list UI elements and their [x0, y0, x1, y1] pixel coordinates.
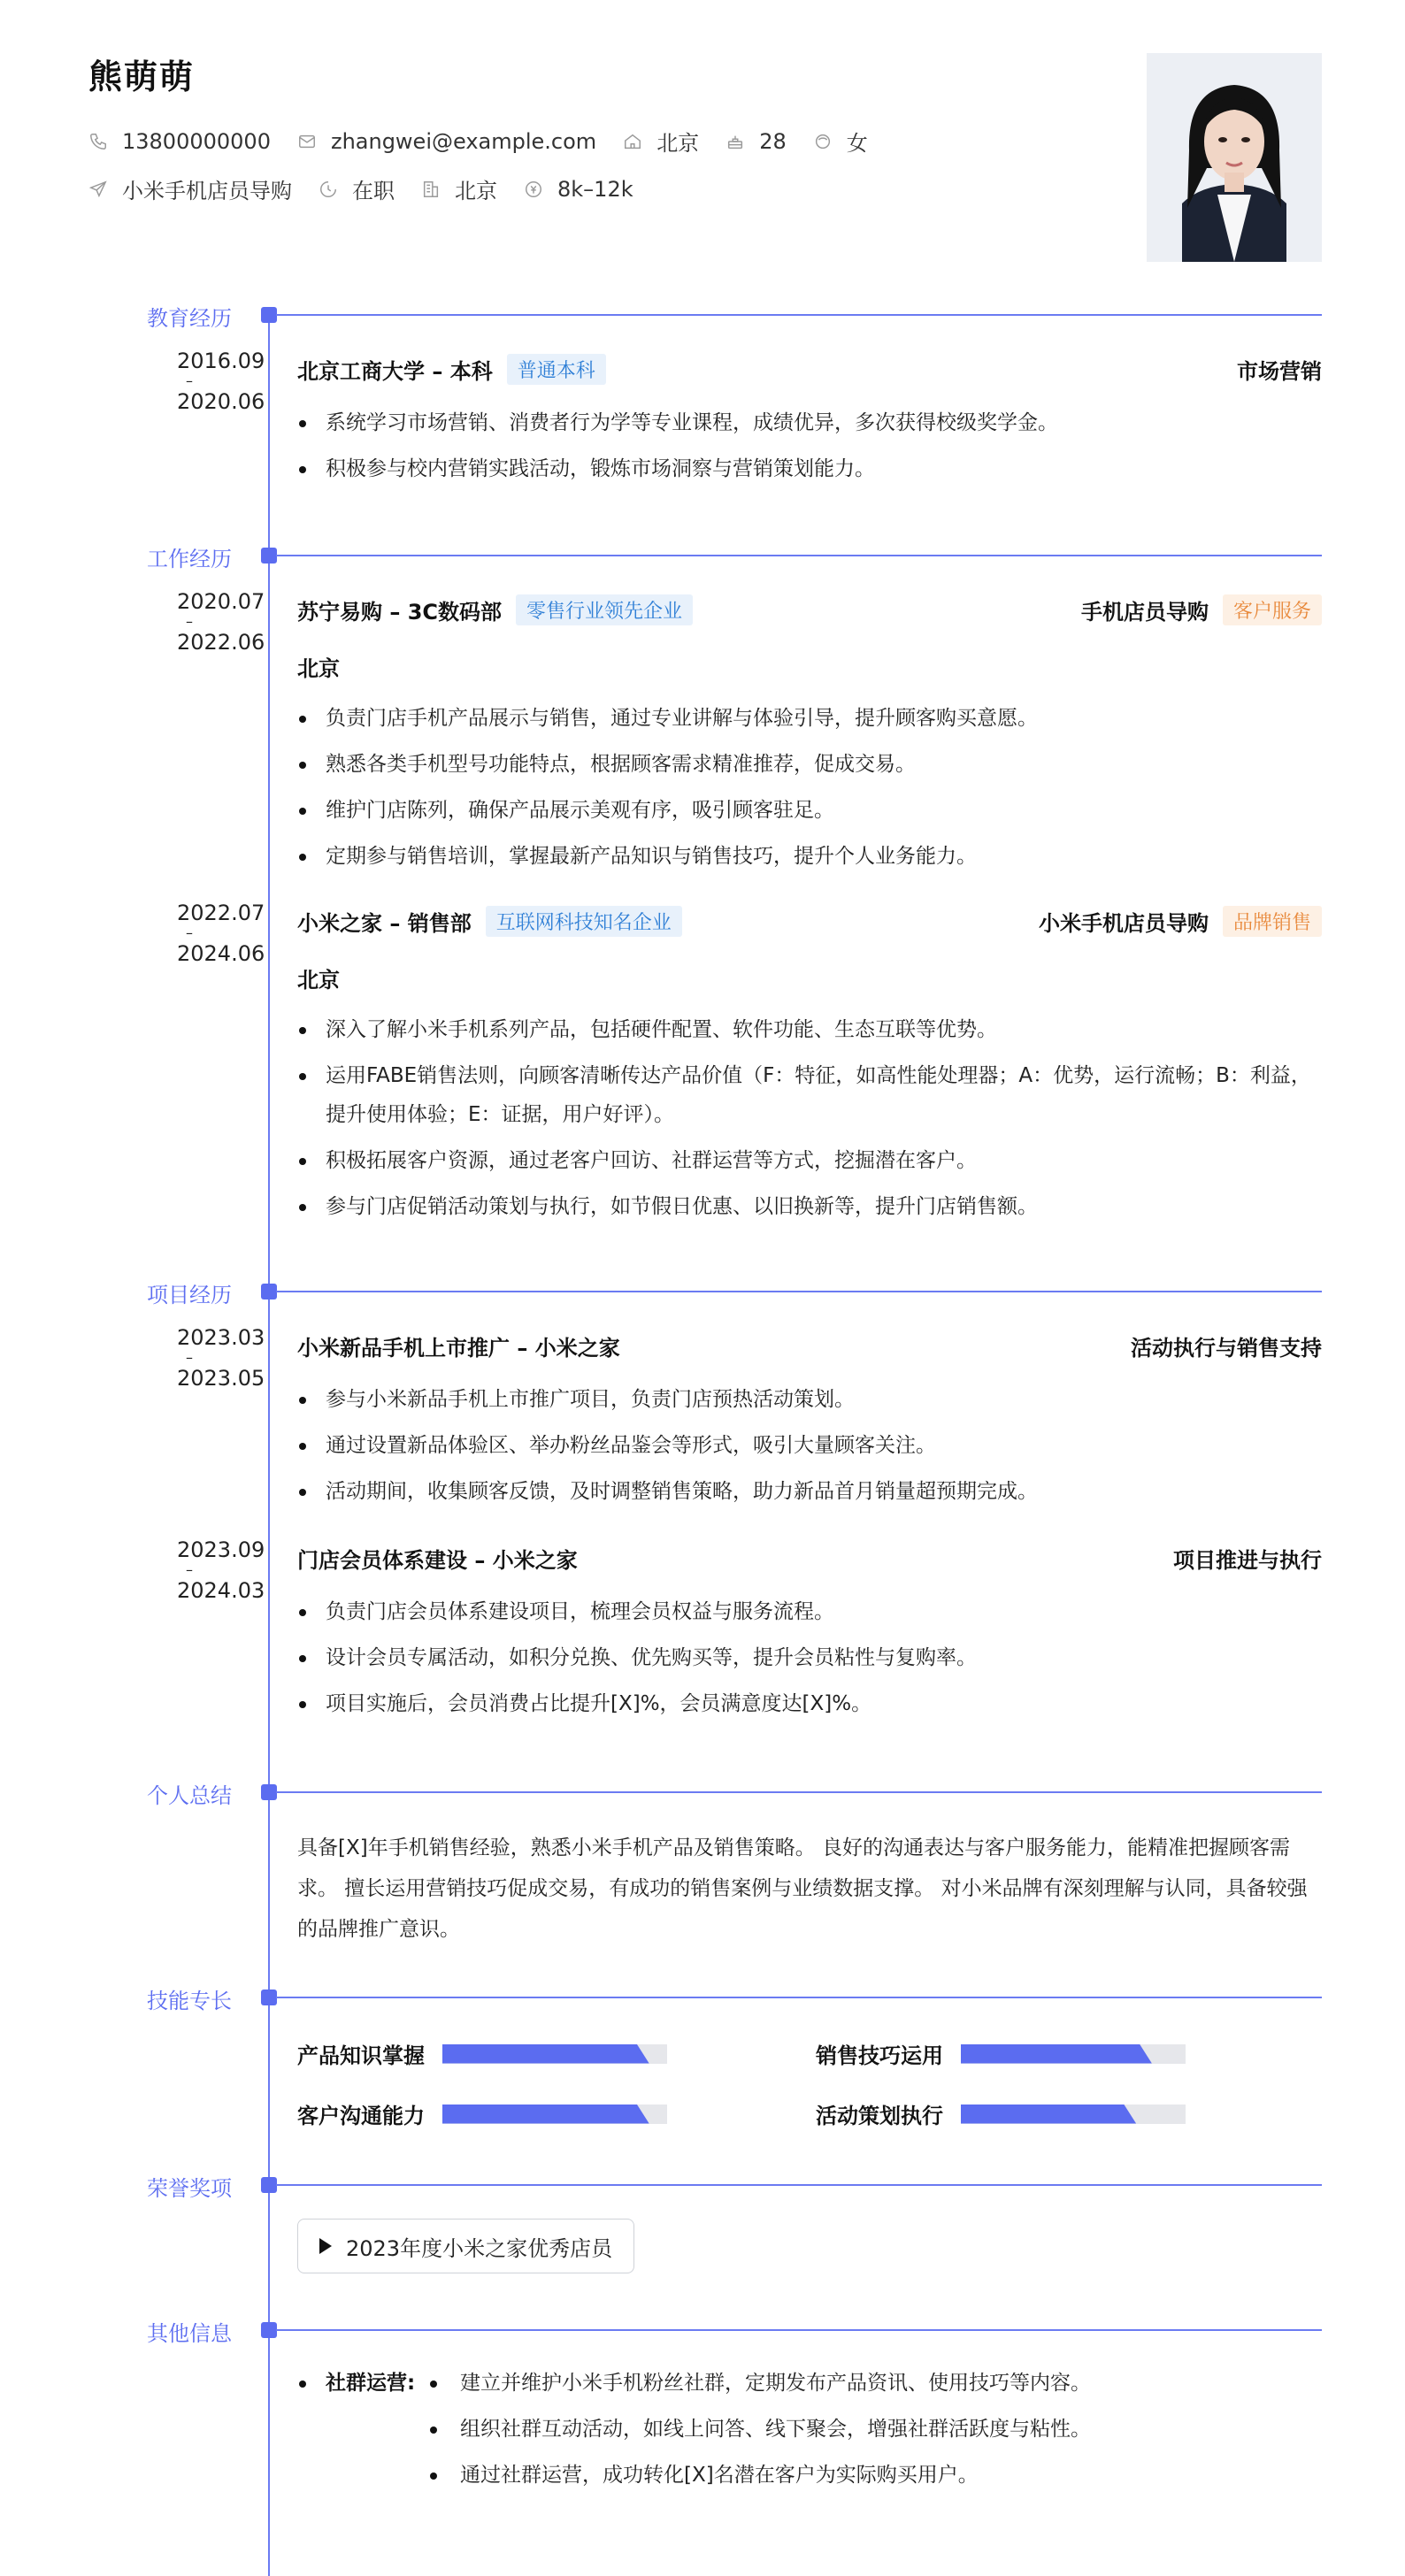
- skill-name: 产品知识掌握: [297, 2043, 425, 2068]
- status-icon: [319, 180, 338, 199]
- section-divider: [276, 1997, 1322, 1998]
- send-icon: [88, 180, 108, 199]
- company-name: 小米之家 – 销售部: [297, 911, 472, 936]
- email-text: zhangwei@example.com: [330, 128, 597, 154]
- section-divider: [276, 2184, 1322, 2186]
- salary-text: 8k–12k: [557, 176, 633, 202]
- project-title: 门店会员体系建设 – 小米之家: [297, 1548, 578, 1573]
- honor-item: [297, 2219, 634, 2273]
- timeline-line: [268, 315, 270, 2576]
- section-title-honors: 荣誉奖项: [147, 2176, 232, 2201]
- other-label: 社群运营:: [297, 2364, 415, 2403]
- list-item: 参与门店促销活动策划与执行，如节假日优惠、以旧换新等，提升门店销售额。: [297, 1187, 1324, 1226]
- section-divider: [276, 314, 1322, 316]
- phone-icon: [88, 132, 108, 151]
- section-divider: [276, 2329, 1322, 2331]
- skill-name: 活动策划执行: [816, 2104, 943, 2128]
- home-text: 北京: [656, 131, 700, 156]
- age-icon: [726, 132, 745, 151]
- work-date: 2022.07 – 2024.06: [177, 901, 265, 966]
- work-date: 2020.07 – 2022.06: [177, 589, 265, 655]
- section-title-other: 其他信息: [147, 2321, 232, 2346]
- section-title-summary: 个人总结: [147, 1783, 232, 1808]
- home-info: [623, 126, 699, 157]
- section-title-projects: 项目经历: [147, 1283, 232, 1307]
- skill-name: 销售技巧运用: [816, 2043, 943, 2068]
- list-item: 运用FABE销售法则，向顾客清晰传达产品价值（F：特征，如高性能处理器；A：优势，运行流畅；B：利益，提升使用体验；E：证据，用户好评）。: [297, 1056, 1324, 1134]
- work-location: 北京: [297, 656, 340, 681]
- project-role: 活动执行与销售支持: [1131, 1336, 1322, 1361]
- section-divider: [276, 1291, 1322, 1292]
- summary-text: 具备[X]年手机销售经验，熟悉小米手机产品及销售策略。 良好的沟通表达与客户服务能力，能精准把握顾客需求。 擅长运用营销技巧促成交易，有成功的销售案例与业绩数据支撑。 对小米品牌有深刻理解与认同，具备较强的品牌推广意识。: [297, 1836, 1308, 1941]
- skill-name: 客户沟通能力: [297, 2104, 425, 2128]
- list-item: 负责门店会员体系建设项目，梳理会员权益与服务流程。: [297, 1592, 1324, 1631]
- salary-info: [524, 177, 633, 202]
- list-item: 维护门店陈列，确保产品展示美观有序，吸引顾客驻足。: [297, 791, 1324, 830]
- list-item: 项目实施后，会员消费占比提升[X]%，会员满意度达[X]%。: [297, 1684, 1324, 1723]
- salary-icon: [524, 180, 543, 199]
- list-item: 设计会员专属活动，如积分兑换、优先购买等，提升会员粘性与复购率。: [297, 1638, 1324, 1677]
- section-marker: [261, 2322, 277, 2338]
- position: 小米手机店员导购: [1038, 911, 1209, 936]
- skill-item: [297, 2038, 667, 2069]
- status-text: 在职: [352, 179, 395, 203]
- work-location: 北京: [297, 968, 340, 993]
- phone-info: [88, 129, 271, 154]
- section-divider: [276, 555, 1322, 556]
- status-info: [319, 173, 395, 204]
- list-item: 组织社群互动活动，如线上问答、线下聚会，增强社群活跃度与粘性。: [428, 2410, 1324, 2449]
- age-info: [726, 129, 787, 154]
- work-entry-header: [297, 906, 1322, 937]
- company-tag: 互联网科技知名企业: [486, 906, 682, 937]
- job-intention-row: [88, 173, 660, 204]
- section-marker: [261, 307, 277, 323]
- position: 手机店员导购: [1080, 600, 1209, 625]
- list-item: 积极参与校内营销实践活动，锻炼市场洞察与营销策划能力。: [297, 449, 1324, 488]
- section-marker: [261, 1284, 277, 1300]
- company-name: 苏宁易购 – 3C数码部: [297, 600, 503, 625]
- project-bullets: [297, 1592, 1324, 1730]
- list-item: 参与小米新品手机上市推广项目，负责门店预热活动策划。: [297, 1380, 1324, 1419]
- skill-bar-fill: [442, 2044, 649, 2064]
- portrait-illustration: [1147, 53, 1322, 262]
- home-icon: [623, 132, 642, 151]
- skill-bar-fill: [442, 2104, 649, 2124]
- skill-bar-fill: [961, 2104, 1136, 2124]
- project-role: 项目推进与执行: [1173, 1548, 1322, 1573]
- candidate-name: 熊萌萌: [88, 58, 196, 96]
- company-tag: 零售行业领先企业: [516, 594, 693, 625]
- section-divider: [276, 1791, 1322, 1793]
- project-title: 小米新品手机上市推广 – 小米之家: [297, 1336, 620, 1361]
- section-title-education: 教育经历: [147, 306, 232, 331]
- school-tag: 普通本科: [507, 354, 606, 385]
- work-bullets: [297, 1010, 1324, 1233]
- list-item: 通过社群运营，成功转化[X]名潜在客户为实际购买用户。: [428, 2456, 1324, 2495]
- project-entry-header: [297, 1543, 1322, 1574]
- position-tag: 品牌销售: [1223, 906, 1322, 937]
- work-bullets: [297, 699, 1324, 883]
- contact-row: [88, 126, 894, 157]
- skill-bar: [961, 2104, 1186, 2124]
- section-marker: [261, 1990, 277, 2005]
- list-item: 定期参与销售培训，掌握最新产品知识与销售技巧，提升个人业务能力。: [297, 837, 1324, 876]
- other-info: [297, 2364, 1324, 2502]
- list-item: 通过设置新品体验区、举办粉丝品鉴会等形式，吸引大量顾客关注。: [297, 1426, 1324, 1465]
- education-date: 2016.09 – 2020.06: [177, 349, 265, 414]
- project-date: 2023.09 – 2024.03: [177, 1537, 265, 1603]
- list-item: 熟悉各类手机型号功能特点，根据顾客需求精准推荐，促成交易。: [297, 745, 1324, 784]
- email-info: [297, 129, 596, 154]
- target-city-text: 北京: [455, 179, 497, 203]
- list-item: 系统学习市场营销、消费者行为学等专业课程，成绩优异，多次获得校级奖学金。: [297, 403, 1324, 442]
- target-job-text: 小米手机店员导购: [122, 179, 292, 203]
- honor-text: 2023年度小米之家优秀店员: [346, 2235, 613, 2261]
- section-title-skills: 技能专长: [147, 1989, 232, 2013]
- work-entry-header: [297, 594, 1322, 625]
- education-entry-header: [297, 354, 1322, 385]
- project-date: 2023.03 – 2023.05: [177, 1325, 265, 1391]
- age-text: 28: [759, 128, 787, 154]
- list-item: 积极拓展客户资源，通过老客户回访、社群运营等方式，挖掘潜在客户。: [297, 1141, 1324, 1180]
- skill-bar: [442, 2104, 667, 2124]
- building-icon: [421, 180, 441, 199]
- target-job-info: [88, 173, 292, 204]
- skill-bar: [442, 2044, 667, 2064]
- profile-photo: [1147, 53, 1322, 262]
- skill-item: [297, 2098, 667, 2129]
- section-marker: [261, 1784, 277, 1800]
- gender-icon: [813, 132, 833, 151]
- list-item: 负责门店手机产品展示与销售，通过专业讲解与体验引导，提升顾客购买意愿。: [297, 699, 1324, 738]
- section-marker: [261, 548, 277, 564]
- skill-item: [816, 2098, 1186, 2129]
- list-item: 建立并维护小米手机粉丝社群，定期发布产品资讯、使用技巧等内容。: [428, 2364, 1324, 2403]
- list-item: 活动期间，收集顾客反馈，及时调整销售策略，助力新品首月销量超预期完成。: [297, 1472, 1324, 1511]
- other-list: [428, 2364, 1324, 2495]
- project-entry-header: [297, 1330, 1322, 1361]
- gender-info: [813, 126, 868, 157]
- list-item: 深入了解小米手机系列产品，包括硬件配置、软件功能、生态互联等优势。: [297, 1010, 1324, 1049]
- skill-item: [816, 2038, 1186, 2069]
- phone-text: 13800000000: [122, 128, 271, 154]
- skill-bar-fill: [961, 2044, 1152, 2064]
- section-marker: [261, 2177, 277, 2193]
- position-tag: 客户服务: [1223, 594, 1322, 625]
- skill-bar: [961, 2044, 1186, 2064]
- gender-text: 女: [846, 131, 868, 156]
- major: 市场营销: [1237, 359, 1322, 384]
- mail-icon: [297, 132, 317, 151]
- school-name: 北京工商大学 – 本科: [297, 359, 493, 384]
- target-city-info: [421, 173, 497, 204]
- education-bullets: [297, 403, 1324, 495]
- play-triangle-icon: [319, 2238, 332, 2254]
- section-title-work: 工作经历: [147, 547, 232, 571]
- project-bullets: [297, 1380, 1324, 1518]
